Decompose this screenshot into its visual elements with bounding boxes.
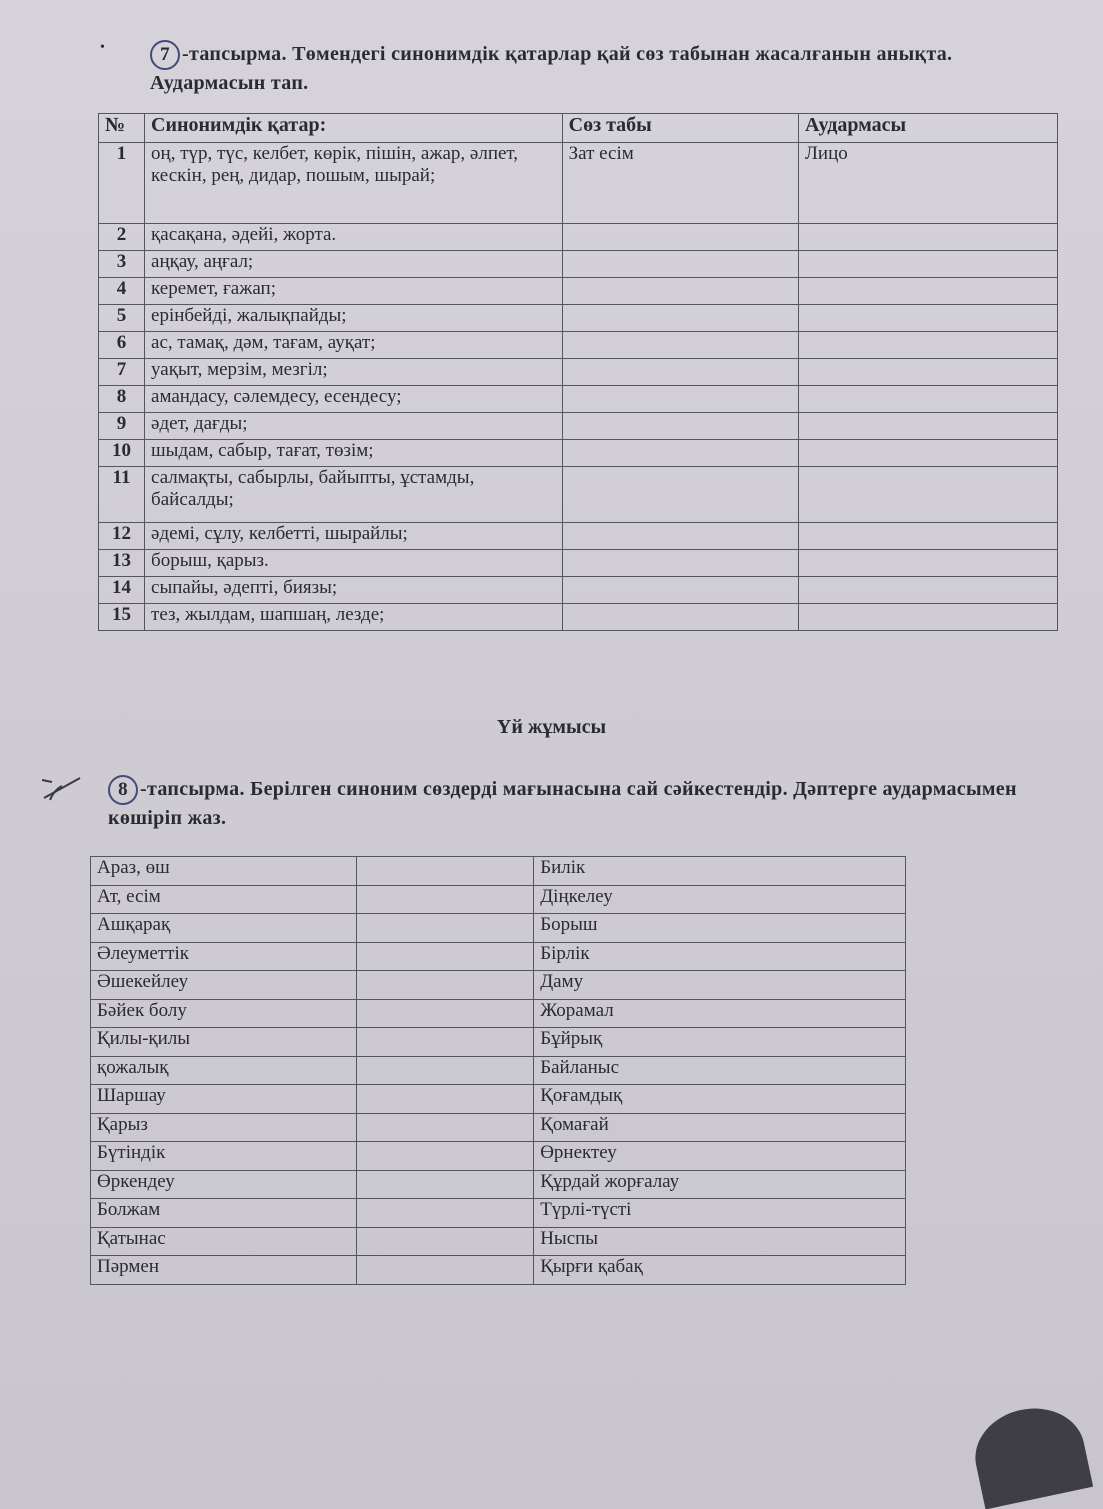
table-row <box>91 914 906 943</box>
match-blank-cell[interactable] <box>357 857 534 886</box>
table-row <box>91 1113 906 1142</box>
task7-number: 7 <box>150 40 180 70</box>
synonym-table-header <box>99 114 1058 143</box>
row-part-of-speech[interactable] <box>562 224 798 251</box>
row-translation[interactable] <box>799 386 1058 413</box>
table-row <box>99 278 1058 305</box>
match-left-word: Ашқарақ <box>91 914 357 943</box>
table-row <box>99 332 1058 359</box>
row-number: 7 <box>99 359 145 386</box>
match-right-word: Билік <box>534 857 906 886</box>
match-blank-cell[interactable] <box>357 1113 534 1142</box>
table-row <box>99 359 1058 386</box>
table-row <box>91 999 906 1028</box>
match-right-word: Байланыс <box>534 1056 906 1085</box>
task7-text: -тапсырма. Төмендегі синонимдік қатарлар қай сөз табынан жасалғанын анықта. Аудармасын тап. <box>150 43 953 94</box>
task8-heading <box>108 775 1068 831</box>
row-synonyms: оң, түр, түс, келбет, көрік, пішін, ажар, әлпет, кескін, рең, дидар, пошым, шырай; <box>145 143 563 224</box>
row-number: 6 <box>99 332 145 359</box>
table-row <box>99 305 1058 332</box>
match-right-word: Ныспы <box>534 1227 906 1256</box>
row-translation[interactable] <box>799 467 1058 523</box>
row-translation[interactable] <box>799 305 1058 332</box>
row-synonyms: сыпайы, әдепті, биязы; <box>145 577 563 604</box>
row-number: 14 <box>99 577 145 604</box>
row-part-of-speech[interactable] <box>562 332 798 359</box>
header-synonyms: Синонимдік қатар: <box>145 114 563 143</box>
table-row <box>99 604 1058 631</box>
match-right-word: Қомағай <box>534 1113 906 1142</box>
row-synonyms: ерінбейді, жалықпайды; <box>145 305 563 332</box>
table-row <box>99 386 1058 413</box>
match-blank-cell[interactable] <box>357 971 534 1000</box>
row-synonyms: амандасу, сәлемдесу, есендесу; <box>145 386 563 413</box>
table-row <box>91 1028 906 1057</box>
match-right-word: Борыш <box>534 914 906 943</box>
row-number: 4 <box>99 278 145 305</box>
match-blank-cell[interactable] <box>357 999 534 1028</box>
match-blank-cell[interactable] <box>357 1199 534 1228</box>
row-part-of-speech[interactable] <box>562 467 798 523</box>
match-right-word: Құрдай жорғалау <box>534 1170 906 1199</box>
row-translation[interactable] <box>799 332 1058 359</box>
row-synonyms: борыш, қарыз. <box>145 550 563 577</box>
table-row <box>99 143 1058 224</box>
row-part-of-speech[interactable] <box>562 359 798 386</box>
match-blank-cell[interactable] <box>357 1085 534 1114</box>
table-row <box>91 1056 906 1085</box>
row-number: 5 <box>99 305 145 332</box>
row-part-of-speech[interactable] <box>562 523 798 550</box>
row-part-of-speech[interactable] <box>562 305 798 332</box>
match-blank-cell[interactable] <box>357 1256 534 1285</box>
table-row <box>99 440 1058 467</box>
header-part-of-speech: Сөз табы <box>562 114 798 143</box>
row-number: 1 <box>99 143 145 224</box>
match-left-word: Әлеуметтік <box>91 942 357 971</box>
table-row <box>91 1142 906 1171</box>
match-left-word: Қарыз <box>91 1113 357 1142</box>
row-synonyms: шыдам, сабыр, тағат, төзім; <box>145 440 563 467</box>
match-right-word: Түрлі-түсті <box>534 1199 906 1228</box>
row-translation[interactable] <box>799 440 1058 467</box>
table-row <box>91 885 906 914</box>
match-blank-cell[interactable] <box>357 885 534 914</box>
header-number: № <box>99 114 145 143</box>
match-right-word: Өрнектеу <box>534 1142 906 1171</box>
table-row <box>91 1085 906 1114</box>
match-blank-cell[interactable] <box>357 1142 534 1171</box>
table-row <box>99 251 1058 278</box>
row-part-of-speech[interactable] <box>562 440 798 467</box>
table-row <box>91 971 906 1000</box>
match-right-word: Қоғамдық <box>534 1085 906 1114</box>
match-right-word: Діңкелеу <box>534 885 906 914</box>
row-translation[interactable] <box>799 523 1058 550</box>
match-right-word: Бұйрық <box>534 1028 906 1057</box>
row-synonyms: уақыт, мерзім, мезгіл; <box>145 359 563 386</box>
row-translation[interactable] <box>799 604 1058 631</box>
row-part-of-speech[interactable] <box>562 550 798 577</box>
pen-dot-mark: • <box>100 40 105 55</box>
row-synonyms: әдемі, сұлу, келбетті, шырайлы; <box>145 523 563 550</box>
match-left-word: Шаршау <box>91 1085 357 1114</box>
match-left-word: Бүтіндік <box>91 1142 357 1171</box>
match-left-word: Өркендеу <box>91 1170 357 1199</box>
row-part-of-speech[interactable] <box>562 251 798 278</box>
homework-title: Үй жұмысы <box>496 716 607 738</box>
match-right-word: Бірлік <box>534 942 906 971</box>
match-left-word: Араз, өш <box>91 857 357 886</box>
row-number: 9 <box>99 413 145 440</box>
table-row <box>91 1227 906 1256</box>
row-part-of-speech[interactable] <box>562 577 798 604</box>
row-translation[interactable] <box>799 224 1058 251</box>
row-number: 12 <box>99 523 145 550</box>
row-part-of-speech[interactable] <box>562 278 798 305</box>
match-left-word: Бәйек болу <box>91 999 357 1028</box>
table-row <box>99 413 1058 440</box>
match-blank-cell[interactable] <box>357 942 534 971</box>
row-synonyms: ас, тамақ, дәм, тағам, ауқат; <box>145 332 563 359</box>
header-translation: Аудармасы <box>799 114 1058 143</box>
table-row <box>91 942 906 971</box>
row-number: 15 <box>99 604 145 631</box>
match-right-word: Жорамал <box>534 999 906 1028</box>
row-synonyms: тез, жылдам, шапшаң, лезде; <box>145 604 563 631</box>
row-translation[interactable] <box>799 577 1058 604</box>
match-blank-cell[interactable] <box>357 1170 534 1199</box>
match-left-word: Әшекейлеу <box>91 971 357 1000</box>
match-left-word: Қилы-қилы <box>91 1028 357 1057</box>
task7-heading <box>150 40 1060 96</box>
table-row <box>91 1256 906 1285</box>
table-row <box>99 224 1058 251</box>
table-row <box>99 467 1058 523</box>
table-row <box>99 523 1058 550</box>
row-translation[interactable] <box>799 251 1058 278</box>
row-part-of-speech[interactable] <box>562 604 798 631</box>
table-row <box>91 1199 906 1228</box>
row-translation[interactable] <box>799 413 1058 440</box>
row-synonyms: салмақты, сабырлы, байыпты, ұстамды, байсалды; <box>145 467 563 523</box>
row-number: 2 <box>99 224 145 251</box>
match-blank-cell[interactable] <box>357 1227 534 1256</box>
row-number: 8 <box>99 386 145 413</box>
row-number: 3 <box>99 251 145 278</box>
match-left-word: Ат, есім <box>91 885 357 914</box>
match-left-word: Болжам <box>91 1199 357 1228</box>
table-row <box>91 1170 906 1199</box>
row-translation[interactable] <box>799 278 1058 305</box>
row-number: 10 <box>99 440 145 467</box>
pen-scribble-mark <box>40 770 86 806</box>
row-part-of-speech[interactable] <box>562 413 798 440</box>
row-synonyms: әдет, дағды; <box>145 413 563 440</box>
row-part-of-speech[interactable] <box>562 386 798 413</box>
match-left-word: Пәрмен <box>91 1256 357 1285</box>
match-blank-cell[interactable] <box>357 1028 534 1057</box>
match-right-word: Қырғи қабақ <box>534 1256 906 1285</box>
match-left-word: Қатынас <box>91 1227 357 1256</box>
row-translation[interactable] <box>799 359 1058 386</box>
match-left-word: қожалық <box>91 1056 357 1085</box>
task8-text: -тапсырма. Берілген синоним сөздерді мағынасына сай сәйкестендір. Дәптерге аудармасымен көшіріп жаз. <box>108 778 1017 829</box>
match-blank-cell[interactable] <box>357 914 534 943</box>
row-number: 11 <box>99 467 145 523</box>
row-part-of-speech[interactable]: Зат есім <box>562 143 798 224</box>
task8-number: 8 <box>108 775 138 805</box>
row-synonyms: аңқау, аңғал; <box>145 251 563 278</box>
row-synonyms: керемет, ғажап; <box>145 278 563 305</box>
row-translation[interactable] <box>799 550 1058 577</box>
synonym-table <box>98 113 1058 631</box>
match-right-word: Даму <box>534 971 906 1000</box>
row-number: 13 <box>99 550 145 577</box>
match-blank-cell[interactable] <box>357 1056 534 1085</box>
match-table <box>90 856 906 1285</box>
table-row <box>99 550 1058 577</box>
row-synonyms: қасақана, әдейі, жорта. <box>145 224 563 251</box>
row-translation[interactable]: Лицо <box>799 143 1058 224</box>
table-row <box>99 577 1058 604</box>
table-row <box>91 857 906 886</box>
